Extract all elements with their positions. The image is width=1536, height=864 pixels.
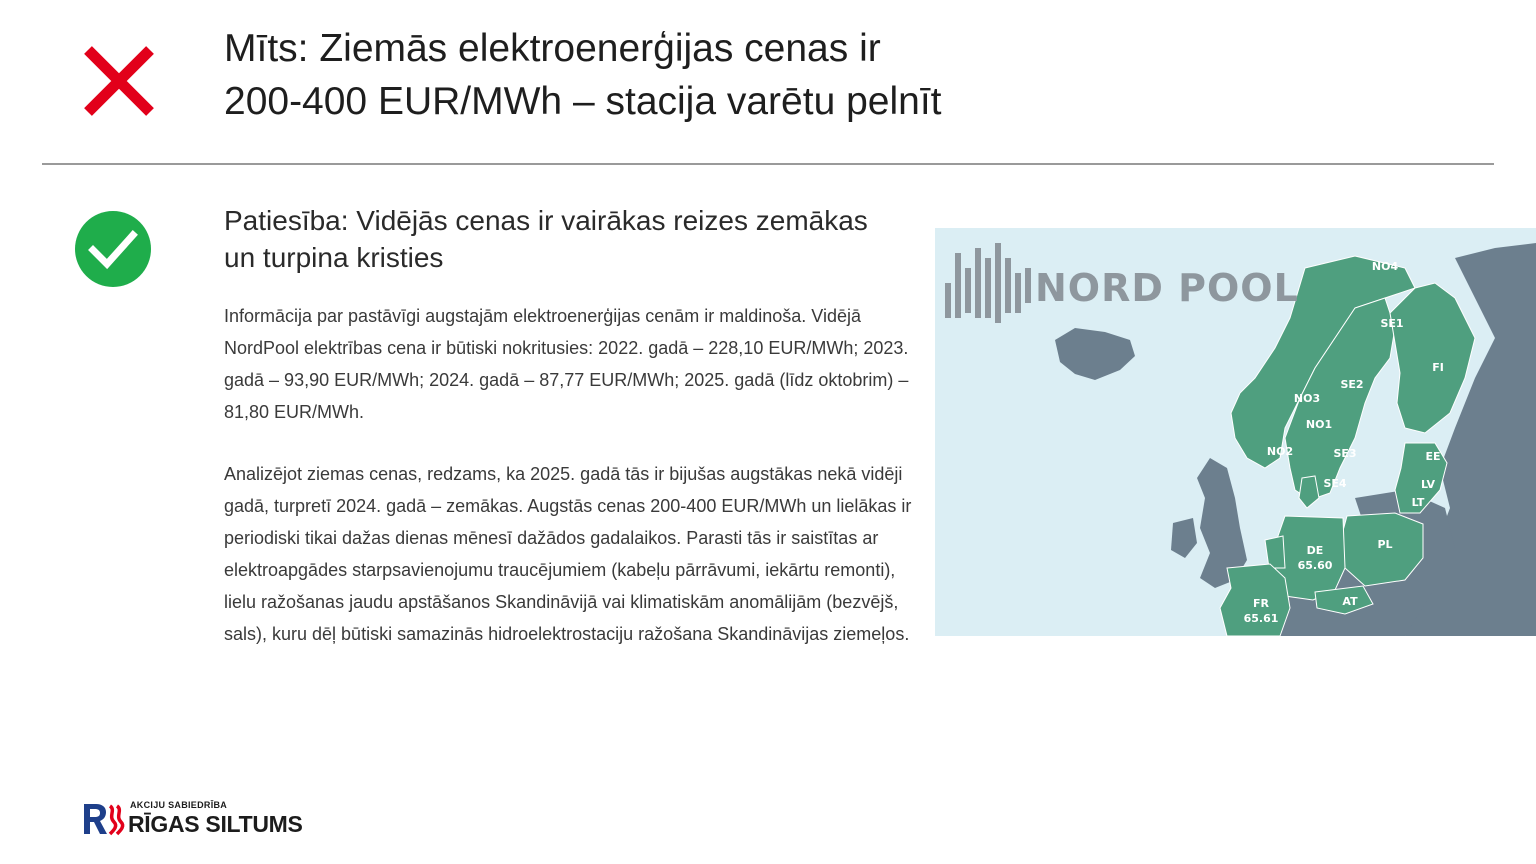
fact-title <box>224 202 924 276</box>
zone-label-se2: SE2 <box>1340 378 1364 391</box>
nordpool-map <box>935 228 1536 636</box>
zone-price-de: 65.60 <box>1297 559 1333 572</box>
zone-label-fr: FR <box>1253 597 1269 610</box>
zone-label-no2: NO2 <box>1266 445 1294 458</box>
zone-label-pl: PL <box>1377 538 1393 551</box>
zone-price-fr: 65.61 <box>1243 612 1279 625</box>
zone-label-fi: FI <box>1432 361 1444 374</box>
logo-name: RĪGAS SILTUMS <box>128 811 303 837</box>
zone-label-se4: SE4 <box>1323 477 1347 490</box>
checkmark-icon <box>74 210 152 288</box>
nordpool-map-graphic <box>935 228 1536 636</box>
myth-title-line1: Mīts: Ziemās elektroenerģijas cenas ir <box>224 27 881 70</box>
zone-label-lv: LV <box>1420 478 1436 491</box>
nordpool-brand-text: NORD POOL <box>1035 266 1299 310</box>
fact-paragraph-1: Informācija par pastāvīgi augstajām elektroenerģijas cenām ir maldinoša. Vidējā NordPool elektrības cena ir būtiski nokritusies: 2022. gadā – 228,10 EUR/MWh; 2023. gadā – 93,90 EUR/MWh; 2024. gadā – 87,77 EUR/MWh; 2025. gadā (līdz oktobrim) – 81,80 EUR/MWh. <box>224 306 909 422</box>
fact-title-line2: un turpina kristies <box>224 242 444 273</box>
myth-title <box>224 22 1124 128</box>
zone-label-no4: NO4 <box>1371 260 1399 273</box>
cross-icon <box>80 42 158 120</box>
fact-paragraph-2: Analizējot ziemas cenas, redzams, ka 2025. gadā tās ir bijušas augstākas nekā vidēji gadā, turpretī 2024. gadā – zemākas. Augstās cenas 200-400 EUR/MWh un lielākas ir periodiski tikai dažas dienas mēnesī dažādos gadalaikos. Parasti tās ir saistītas ar elektroapgādes starpsavienojumu traucējumiem (kabeļu pārrāvumi, iekārtu remonti), lielu ražošanas jaudu apstāšanos Skandināvijā vai klimatiskām anomālijām (bezvējš, sals), kuru dēļ būtiski samazinās hidroelektrostaciju ražošana Skandināvijas ziemeļos. <box>224 464 912 644</box>
zone-label-de: DE <box>1306 544 1324 557</box>
fact-title-line1: Patiesība: Vidējās cenas ir vairākas reizes zemākas <box>224 205 868 236</box>
zone-label-no1: NO1 <box>1305 418 1333 431</box>
zone-label-at: AT <box>1342 595 1358 608</box>
myth-title-line2: 200-400 EUR/MWh – stacija varētu pelnīt <box>224 80 942 123</box>
zone-label-se3: SE3 <box>1333 447 1357 460</box>
zone-label-ee: EE <box>1425 450 1441 463</box>
fact-body <box>224 300 924 680</box>
section-divider <box>42 163 1494 165</box>
zone-label-no3: NO3 <box>1293 392 1321 405</box>
zone-label-se1: SE1 <box>1380 317 1404 330</box>
zone-benelux <box>1265 536 1285 568</box>
rs-logo-icon <box>82 802 126 836</box>
logo-subtitle: AKCIJU SABIEDRĪBA <box>130 800 228 810</box>
zone-label-lt: LT <box>1411 496 1425 509</box>
company-logo <box>82 800 332 840</box>
